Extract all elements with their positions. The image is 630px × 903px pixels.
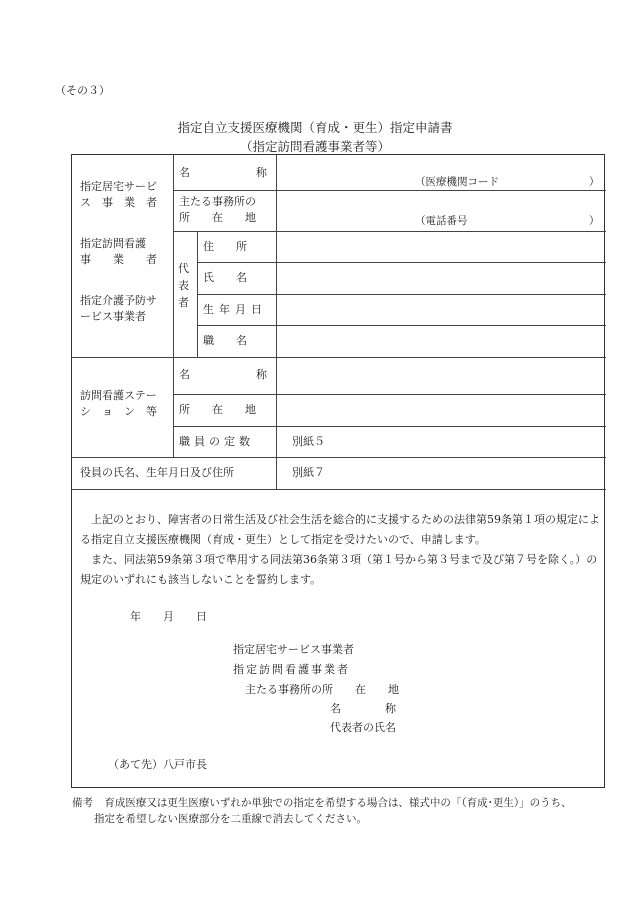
form-title: 指定自立支援医療機関（育成・更生）指定申請書 [177, 120, 453, 135]
label-preventive-care: 指定介護予防サ ービス事業者 [80, 294, 157, 323]
rule [197, 294, 606, 295]
declaration-paragraph-2: また、同法第59条第３項で準用する同法第36条第３項（第１号から第３号まで及び第７号を除く。）の規定のいずれにも該当しないことを誓約します。 [80, 553, 598, 586]
rule [72, 357, 606, 358]
label-office-address: 主たる事務所の 所 在 地 [179, 195, 256, 224]
phone-close: ） [589, 215, 600, 227]
phone-label: （電話番号 [415, 215, 468, 227]
label-name: 名 称 [179, 166, 267, 179]
officers-value: 別紙７ [292, 466, 325, 479]
label-rep-name: 氏 名 [203, 271, 247, 284]
sig-name: 名 称 [330, 702, 396, 715]
staff-quota-value: 別紙５ [292, 435, 325, 448]
rule [173, 426, 606, 427]
label-staff-quota: 職員の定数 [179, 435, 254, 448]
declaration-paragraph-1: 上記のとおり、障害者の日常生活及び社会生活を総合的に支援するための法律第59条第１項の規定による指定自立支援医療機関（育成・更生）として指定を受けたいので、申請します。 [80, 513, 600, 546]
label-visiting-nursing: 指定訪問看護 事 業 者 [80, 237, 157, 266]
label-rep-address: 住 所 [203, 240, 247, 253]
note-line-2: 指定を希望しない医療部分を二重線で消去してください。 [94, 813, 367, 825]
sig-representative: 代表者の氏名 [330, 721, 396, 734]
rule [276, 155, 277, 489]
rule [197, 262, 606, 263]
page-label: （その３） [55, 84, 110, 97]
rule [72, 457, 606, 458]
rule [173, 231, 606, 232]
rule [173, 190, 606, 191]
rule [197, 231, 198, 357]
label-officers: 役員の氏名、生年月日及び住所 [80, 466, 234, 479]
rule [173, 394, 606, 395]
rule [72, 489, 606, 490]
sig-home-service: 指定居宅サービス事業者 [233, 643, 354, 656]
label-rep-title: 職 名 [203, 334, 247, 347]
note-text-1: 育成医療又は更生医療いずれか単独での指定を希望する場合は、様式中の「（育成･更生）」のうち、 [104, 797, 572, 809]
label-representative: 代表者 [178, 262, 189, 309]
application-date: 年 月 日 [130, 610, 207, 623]
label-station-name: 名 称 [179, 368, 267, 381]
rule [197, 325, 606, 326]
sig-office-address: 主たる事務所の所 在 地 [245, 683, 399, 696]
addressee: （あて先）八戸市長 [108, 758, 207, 771]
medical-code-label: （医療機関コード [415, 176, 499, 188]
rule [173, 155, 174, 457]
note-label: 備考 [72, 797, 93, 809]
sig-visiting-nursing: 指定訪問看護事業者 [233, 663, 350, 676]
medical-code-close: ） [589, 176, 600, 188]
label-home-service: 指定居宅サービ ス 事 業 者 [80, 180, 157, 209]
label-station-location: 所 在 地 [179, 403, 256, 416]
label-station: 訪問看護ステー シ ョ ン 等 [80, 389, 157, 418]
note-line-1 [72, 795, 572, 810]
label-rep-dob: 生年月日 [203, 303, 267, 316]
form-subtitle: （指定訪問看護事業者等） [239, 139, 390, 154]
